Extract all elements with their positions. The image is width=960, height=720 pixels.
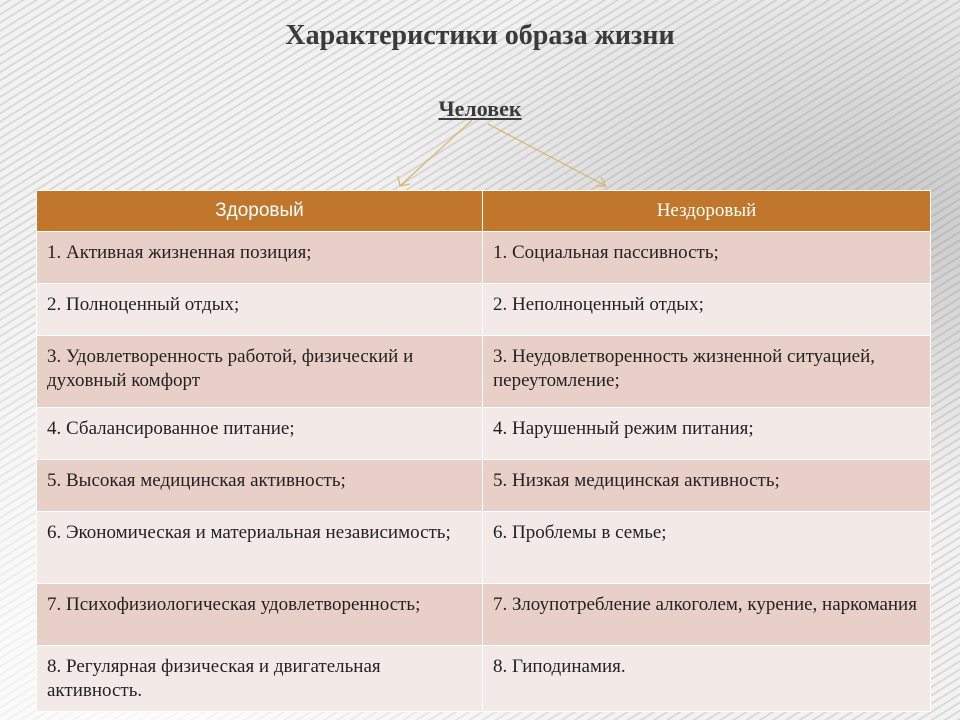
lifestyle-table [36, 190, 931, 712]
branch-arrows [380, 120, 630, 192]
table-row [37, 646, 931, 712]
header-unhealthy: Нездоровый [483, 191, 931, 232]
table-row [37, 232, 931, 284]
table-row [37, 284, 931, 336]
slide-title: Характеристики образа жизни [285, 20, 675, 51]
table-row [37, 408, 931, 460]
unhealthy-cell: 6. Проблемы в семье; [483, 512, 931, 584]
right-arrow-line [488, 124, 606, 186]
table-row [37, 512, 931, 584]
lifestyle-table-container [36, 190, 930, 712]
table-row [37, 460, 931, 512]
unhealthy-cell: 8. Гиподинамия. [483, 646, 931, 712]
healthy-cell: 3. Удовлетворенность работой, физический и духовный комфорт [37, 336, 483, 408]
unhealthy-cell: 1. Социальная пассивность; [483, 232, 931, 284]
healthy-cell: 7. Психофизиологическая удовлетворенность; [37, 584, 483, 646]
healthy-cell: 8. Регулярная физическая и двигательная активность. [37, 646, 483, 712]
unhealthy-cell: 7. Злоупотребление алкоголем, курение, наркомания [483, 584, 931, 646]
table-row [37, 336, 931, 408]
healthy-cell: 1. Активная жизненная позиция; [37, 232, 483, 284]
header-healthy: Здоровый [37, 191, 483, 232]
unhealthy-cell: 2. Неполноценный отдых; [483, 284, 931, 336]
table-row [37, 584, 931, 646]
subtitle-heading [0, 96, 960, 122]
unhealthy-cell: 5. Низкая медицинская активность; [483, 460, 931, 512]
healthy-cell: 4. Сбалансированное питание; [37, 408, 483, 460]
healthy-cell: 5. Высокая медицинская активность; [37, 460, 483, 512]
left-arrow-head [398, 176, 410, 186]
subtitle-text: Человек [438, 96, 522, 121]
unhealthy-cell: 4. Нарушенный режим питания; [483, 408, 931, 460]
healthy-cell: 6. Экономическая и материальная независимость; [37, 512, 483, 584]
healthy-cell: 2. Полноценный отдых; [37, 284, 483, 336]
left-arrow-line [400, 120, 472, 186]
unhealthy-cell: 3. Неудовлетворенность жизненной ситуацией, переутомление; [483, 336, 931, 408]
table-header-row [37, 191, 931, 232]
